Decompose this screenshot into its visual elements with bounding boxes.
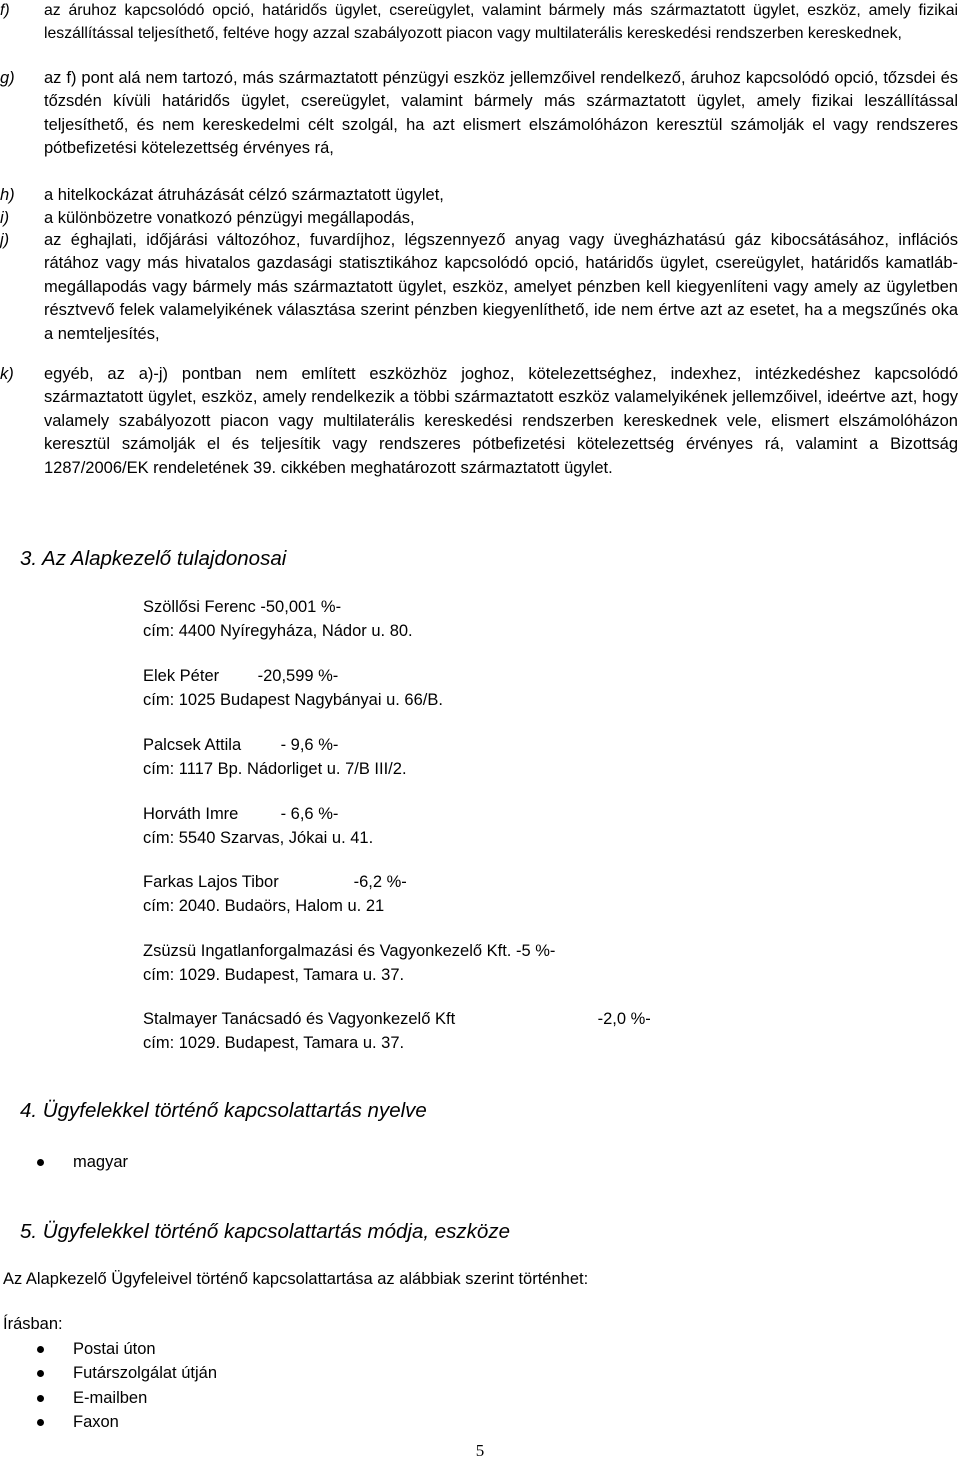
owner-share: - 9,6 %-: [280, 736, 339, 754]
item-text: a hitelkockázat átruházását célzó származtatott ügylet,: [44, 186, 444, 204]
owner-entry: [143, 596, 413, 643]
list-item: E-mailben: [0, 1386, 217, 1410]
owner-share: -20,599 %-: [257, 667, 339, 685]
owner-share: -50,001 %-: [260, 598, 342, 616]
list-item-g: [0, 67, 958, 161]
owner-entry: [143, 665, 443, 712]
section-5-intro: Az Alapkezelő Ügyfeleivel történő kapcsolattartása az alábbiak szerint történhet:: [3, 1270, 589, 1288]
owner-address: cím: 2040. Budaörs, Halom u. 21: [143, 896, 385, 915]
list-item-f: [0, 0, 958, 45]
item-marker: j): [0, 231, 10, 249]
language-list: [0, 1150, 128, 1174]
item-marker: k): [0, 365, 14, 383]
owner-share: - 6,6 %-: [280, 805, 339, 823]
item-text: az éghajlati, időjárási változóhoz, fuvardíjhoz, légszennyező anyag vagy üvegházhatású gáz kibocsátásához, inflációs rátához vagy más hivatalos gazdasági statisztikához kapcsolódó opció, határidős ügylet, csereügylet, határidős kamatláb-megállapodás vagy bármely más származtatott ügylet, eszköz, amelyet pénzben kell kiegyenlíteni vagy amely az ügyletben résztvevő felek valamelyikének választása szerint pénzben kiegyenlíthető, ide nem értve azt az esetet, ha a megszűnés oka a nemteljesítés,: [44, 231, 958, 343]
owner-entry: [143, 803, 373, 850]
owner-name: Farkas Lajos Tibor: [143, 873, 279, 891]
owner-name: Zsüzsü Ingatlanforgalmazási és Vagyonkezelő Kft.: [143, 942, 512, 960]
list-item-k: [0, 363, 958, 480]
item-marker: g): [0, 69, 15, 87]
owner-entry: [143, 734, 407, 781]
owner-address: cím: 1029. Budapest, Tamara u. 37.: [143, 1033, 405, 1052]
owner-name: Palcsek Attila: [143, 736, 242, 754]
owner-address: cím: 5540 Szarvas, Jókai u. 41.: [143, 828, 374, 847]
list-item-i: [0, 207, 958, 230]
owner-address: cím: 4400 Nyíregyháza, Nádor u. 80.: [143, 621, 413, 640]
owner-name: Elek Péter: [143, 667, 220, 685]
list-item: Postai úton: [0, 1337, 217, 1361]
section-5-heading: 5. Ügyfelekkel történő kapcsolattartás módja, eszköze: [20, 1220, 510, 1243]
written-label: Írásban:: [3, 1315, 63, 1333]
section-3-heading: 3. Az Alapkezelő tulajdonosai: [20, 547, 287, 570]
item-text: a különbözetre vonatkozó pénzügyi megállapodás,: [44, 209, 415, 227]
owner-entry: [143, 1008, 651, 1055]
item-marker: i): [0, 209, 10, 227]
owner-share: -2,0 %-: [597, 1010, 651, 1028]
item-marker: f): [0, 2, 10, 19]
owner-entry: [143, 940, 555, 987]
owner-name: Horváth Imre: [143, 805, 239, 823]
owner-address: cím: 1117 Bp. Nádorliget u. 7/B III/2.: [143, 759, 407, 778]
item-text: egyéb, az a)-j) pontban nem említett eszközhöz joghoz, kötelezettséghez, indexhez, intézkedéshez kapcsolódó származtatott ügylet, eszköz, amely rendelkezik a többi származtatott eszköz valamelyikének jellemzőivel, ideértve azt, hogy valamely szabályozott piacon vagy multilaterális kereskedési rendszerben kereskednek vele, elismert elszámolóházon keresztül számolják el és teljesítik vagy rendszeres pótbefizetési kötelezettség érvényes rá, valamint a Bizottság 1287/2006/EK rendeletének 39. cikkében meghatározott származtatott ügylet.: [44, 365, 958, 477]
owner-address: cím: 1029. Budapest, Tamara u. 37.: [143, 965, 405, 984]
owner-share: -6,2 %-: [353, 873, 407, 891]
page-number: 5: [475, 1441, 485, 1460]
item-text: az f) pont alá nem tartozó, más származtatott pénzügyi eszköz jellemzőivel rendelkező, áruhoz kapcsolódó opció, tőzsdei és tőzsdén kívüli határidős ügylet, csereügylet, valamint bármely más származtatott ügylet, amely fizikai leszállítással teljesíthető, és nem kereskedelmi célt szolgál, ha azt elismert elszámolóházon keresztül számolják el vagy rendszeres pótbefizetési kötelezettség érvényes rá,: [44, 69, 958, 158]
list-item: Futárszolgálat útján: [0, 1361, 217, 1385]
owner-entry: [143, 871, 407, 918]
list-item: Faxon: [0, 1410, 217, 1434]
item-marker: h): [0, 186, 15, 204]
list-item-j: [0, 229, 958, 346]
contact-method-list: [0, 1337, 217, 1434]
owner-address: cím: 1025 Budapest Nagybányai u. 66/B.: [143, 690, 443, 709]
owner-name: Szöllősi Ferenc: [143, 598, 256, 616]
list-item-h: [0, 184, 958, 207]
item-text: az áruhoz kapcsolódó opció, határidős ügylet, csereügylet, valamint bármely más származtatott ügylet, eszköz, amely fizikai leszállítással teljesíthető, feltéve hogy azzal szabályozott piacon vagy multilaterális kereskedési rendszerben kereskednek,: [44, 2, 958, 42]
section-4-heading: 4. Ügyfelekkel történő kapcsolattartás nyelve: [20, 1099, 427, 1122]
owner-share: -5 %-: [515, 942, 556, 960]
list-item: magyar: [0, 1150, 128, 1174]
owner-name: Stalmayer Tanácsadó és Vagyonkezelő Kft: [143, 1010, 456, 1028]
